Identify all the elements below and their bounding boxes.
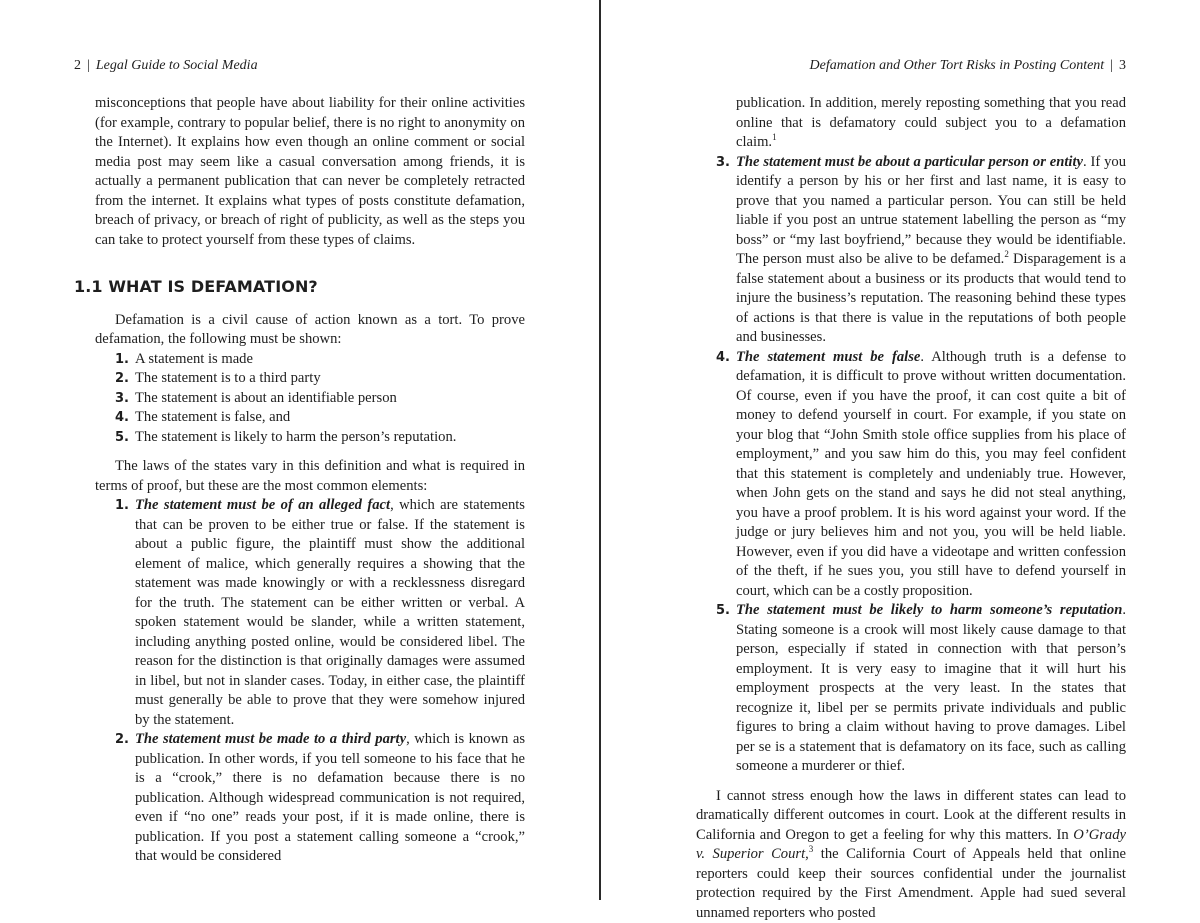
left-page xyxy=(0,0,600,900)
definition-paragraph: Defamation is a civil cause of action known as a tort. To prove defamation, the following must be shown: xyxy=(95,311,525,350)
left-body xyxy=(95,94,525,867)
chapter-title: Defamation and Other Tort Risks in Posting Content xyxy=(810,58,1105,73)
element-item: 5. The statement must be likely to harm someone’s reputation. Stating someone is a crook will most likely cause damage to that person, especially if stated in connection with that person’s employment. It is very easy to imagine that it will hurt his employment prospects at the very least. In the states that recognize it, libel per se permits private individuals and public figures to bring a claim without having to prove damages. Libel per se is a statement that is defamatory on its face, such as calling someone a murderer or thief. xyxy=(716,601,1126,777)
element-item: 3. The statement must be about a particular person or entity. If you identify a person by his or her first and last name, it is easy to prove that you named a particular person. You can still be held liable if you post an untrue statement labelling the person as “my boss” or “my last boyfriend,” because they would be identifiable. The person must also be alive to be defamed.$^2$ Disparagement is a false statement about a business or its products that would tend to injure the business’s reputation. The reasoning behind these types of actions is that there is value in the reputations of both people and businesses. xyxy=(716,153,1126,348)
continuation-item xyxy=(716,94,1126,153)
case-name: O’Grady v. Superior Court xyxy=(696,827,1126,863)
right-running-header xyxy=(810,58,1126,74)
page-number: 2 xyxy=(74,58,81,73)
element-lead: The statement must be of an alleged fact xyxy=(135,497,390,513)
page-number: 3 xyxy=(1119,58,1126,73)
footnote-marker: 3 xyxy=(809,844,814,854)
section-heading: 1.1 WHAT IS DEFAMATION? xyxy=(74,277,525,297)
element-lead: The statement must be false xyxy=(736,349,920,365)
list-item: 3. The statement is about an identifiable person xyxy=(115,389,525,409)
header-divider: | xyxy=(1110,58,1113,73)
list-item: 2. The statement is to a third party xyxy=(115,369,525,389)
elements-detail-list xyxy=(95,496,525,867)
right-body xyxy=(696,94,1126,923)
element-item: 2. The statement must be made to a third party, which is known as publication. In other words, if you tell someone to his face that he is a “crook,” there is no defamation because there is no publication. Although widespread communication is not required, even if “no one” reads your post, if it is made online, there is publication. If you post a statement calling someone a “crook,” that would be considered xyxy=(95,730,525,867)
element-item: 4. The statement must be false. Although truth is a defense to defamation, it is difficult to prove without written documentation. Of course, even if you have the proof, it can cost quite a bit of money to defend yourself in court. For example, if you state on your blog that “John Smith stole office supplies from his place of employment,” and you saw him do this, you may feel confident that this statement is completely and undeniably true. However, when John gets on the stand and says he did not steal anything, you have a proof problem. It is his word against your word. If the judge or jury believes him and not you, you will be held liable. However, even if you did have a videotape and written confession of the theft, if he sues you, you still have to defend yourself in court, which can be a costly proposition. xyxy=(716,348,1126,602)
elements-summary-list xyxy=(95,350,525,448)
book-title: Legal Guide to Social Media xyxy=(96,58,258,73)
element-lead: The statement must be made to a third party xyxy=(135,731,406,747)
states-paragraph: The laws of the states vary in this definition and what is required in terms of proof, but these are the most common elements: xyxy=(95,457,525,496)
continuation-paragraph: publication. In addition, merely reposting something that you read online that is defamatory could subject you to a defamation claim. xyxy=(736,95,1126,150)
elements-detail-list-continued xyxy=(716,94,1126,777)
intro-paragraph: misconceptions that people have about liability for their online activities (for example, contrary to popular belief, there is no right to anonymity on the Internet). It explains how even though an online comment or social media post may seem like a casual conversation among friends, it is actually a permanent publication that can never be completely retracted from the internet. It explains what types of posts constitute defamation, breach of privacy, or breach of right of publicity, as well as the steps you can take to protect yourself from these types of claims. xyxy=(95,94,525,250)
list-item: 5. The statement is likely to harm the person’s reputation. xyxy=(115,428,525,448)
element-lead: The statement must be likely to harm someone’s reputation xyxy=(736,602,1122,618)
right-page xyxy=(601,0,1200,900)
list-item: 1. A statement is made xyxy=(115,350,525,370)
footnote-marker: 1 xyxy=(772,132,777,142)
element-lead: The statement must be about a particular person or entity xyxy=(736,154,1083,170)
header-divider: | xyxy=(87,58,90,73)
closing-paragraph: I cannot stress enough how the laws in different states can lead to dramatically different outcomes in court. Look at the different results in California and Oregon to get a feeling for why this matters. In O’Grady v. Superior Court,$^3$ the California Court of Appeals held that online reporters could keep their sources confidential under the journalist protection required by the First Amendment. Apple had sued several unnamed reporters who posted xyxy=(696,787,1126,923)
list-item: 4. The statement is false, and xyxy=(115,408,525,428)
element-item: 1. The statement must be of an alleged fact, which are statements that can be proven to be either true or false. If the statement is about a public figure, the plaintiff must show the additional element of malice, which generally requires a showing that the statement was made knowingly or with a recklessness disregard for the truth. The statement can be either written or verbal. A spoken statement would be slander, while a written statement, including anything posted online, would be considered libel. The reason for the distinction is that originally damages were assumed in libel, but not in slander cases. Today, in either case, the plaintiff must generally be able to prove that they were somehow injured by the statement. xyxy=(95,496,525,730)
footnote-marker: 2 xyxy=(1004,249,1009,259)
left-running-header xyxy=(74,58,258,74)
